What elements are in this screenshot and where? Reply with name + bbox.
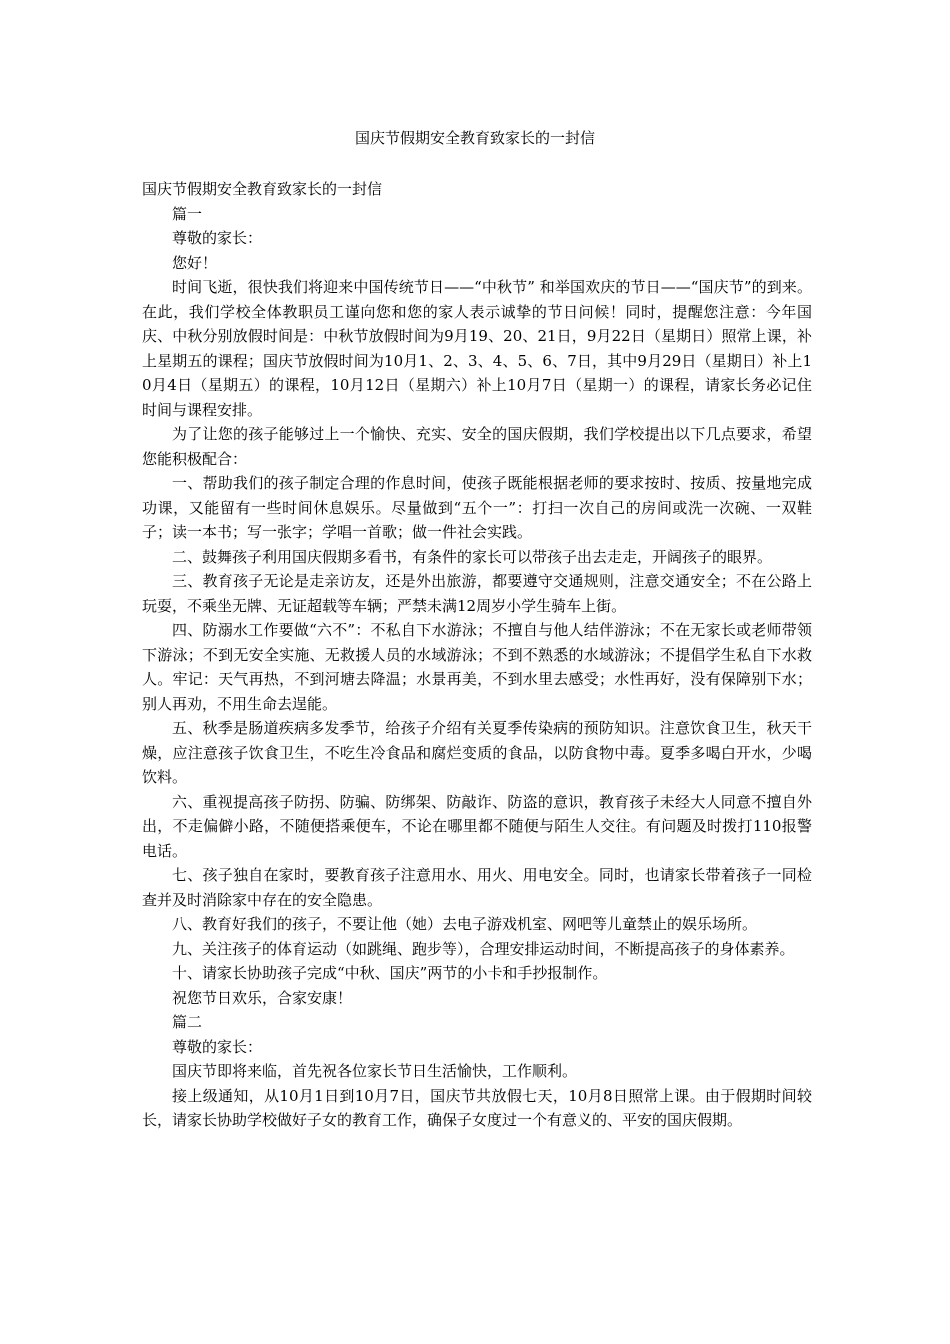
list-item: 三、教育孩子无论是走亲访友，还是外出旅游，都要遵守交通规则，注意交通安全；不在公路上玩耍，不乘坐无牌、无证超载等车辆；严禁未满12周岁小学生骑车上街。 [142, 572, 812, 615]
list-item: 六、重视提高孩子防拐、防骗、防绑架、防敲诈、防盗的意识，教育孩子未经大人同意不擅自外出，不走偏僻小路，不随便搭乘便车，不论在哪里都不随便与陌生人交往。有问题及时拨打110报警电话。 [142, 792, 812, 860]
list-item: 八、教育好我们的孩子，不要让他（她）去电子游戏机室、网吧等儿童禁止的娱乐场所。 [172, 915, 758, 933]
body-heading: 国庆节假期安全教育致家长的一封信 [142, 180, 383, 198]
document-body [142, 177, 812, 1133]
list-item: 七、孩子独自在家时，要教育孩子注意用水、用火、用电安全。同时，也请家长带着孩子一同检查并及时消除家中存在的安全隐患。 [142, 866, 812, 909]
section-label: 篇二 [172, 1013, 203, 1031]
document-title: 国庆节假期安全教育致家长的一封信 [354, 129, 595, 147]
paragraph: 时间飞逝，很快我们将迎来中国传统节日——“中秋节” 和举国欢庆的节日——“国庆节”的到来。在此，我们学校全体教职员工谨向您和您的家人表示诚挚的节日问候！同时，提醒您注意：今年国庆、中秋分别放假时间是：中秋节放假时间为9月19、20、21日，9月22日（星期日）照常上课，补上星期五的课程；国庆节放假时间为10月1、2、3、4、5、6、7日，其中9月29日（星期日）补上10月4日（星期五）的课程，10月12日（星期六）补上10月7日（星期一）的课程，请家长务必记住时间与课程安排。 [142, 278, 812, 419]
paragraph: 国庆节即将来临，首先祝各位家长节日生活愉快，工作顺利。 [172, 1062, 578, 1080]
closing: 祝您节日欢乐，合家安康！ [172, 988, 353, 1007]
list-item: 一、帮助我们的孩子制定合理的作息时间，使孩子既能根据老师的要求按时、按质、按量地完成功课，又能留有一些时间休息娱乐。尽量做到“五个一”：打扫一次自己的房间或洗一次碗、一双鞋子；读一本书；写一张字；学唱一首歌；做一件社会实践。 [142, 474, 812, 541]
salutation: 尊敬的家长： [172, 229, 263, 247]
salutation: 尊敬的家长： [172, 1037, 263, 1056]
paragraph: 接上级通知，从10月1日到10月7日，国庆节共放假七天，10月8日照常上课。由于假期时间较长，请家长协助学校做好子女的教育工作，确保子女度过一个有意义的、平安的国庆假期。 [142, 1086, 812, 1129]
list-item: 四、防溺水工作要做“六不”：不私自下水游泳；不擅自与他人结伴游泳；不在无家长或老师带领下游泳；不到无安全实施、无救援人员的水域游泳；不到不熟悉的水域游泳；不提倡学生私自下水救人。牢记：天气再热，不到河塘去降温；水景再美，不到水里去感受；水性再好，没有保障别下水；别人再劝，不用生命去逞能。 [142, 621, 812, 713]
list-item: 十、请家长协助孩子完成“中秋、国庆”两节的小卡和手抄报制作。 [172, 964, 608, 982]
list-item: 九、关注孩子的体育运动（如跳绳、跑步等），合理安排运动时间，不断提高孩子的身体素养。 [172, 939, 795, 958]
paragraph: 为了让您的孩子能够过上一个愉快、充实、安全的国庆假期，我们学校提出以下几点要求，希望您能积极配合： [142, 425, 812, 468]
list-item: 五、秋季是肠道疾病多发季节，给孩子介绍有关夏季传染病的预防知识。注意饮食卫生，秋天干燥，应注意孩子饮食卫生，不吃生冷食品和腐烂变质的食品，以防食物中毒。夏季多喝白开水，少喝饮料。 [142, 719, 812, 786]
list-item: 二、鼓舞孩子利用国庆假期多看书，有条件的家长可以带孩子出去走走，开阔孩子的眼界。 [172, 547, 773, 566]
greeting: 您好！ [172, 253, 218, 272]
section-label: 篇一 [172, 204, 203, 223]
